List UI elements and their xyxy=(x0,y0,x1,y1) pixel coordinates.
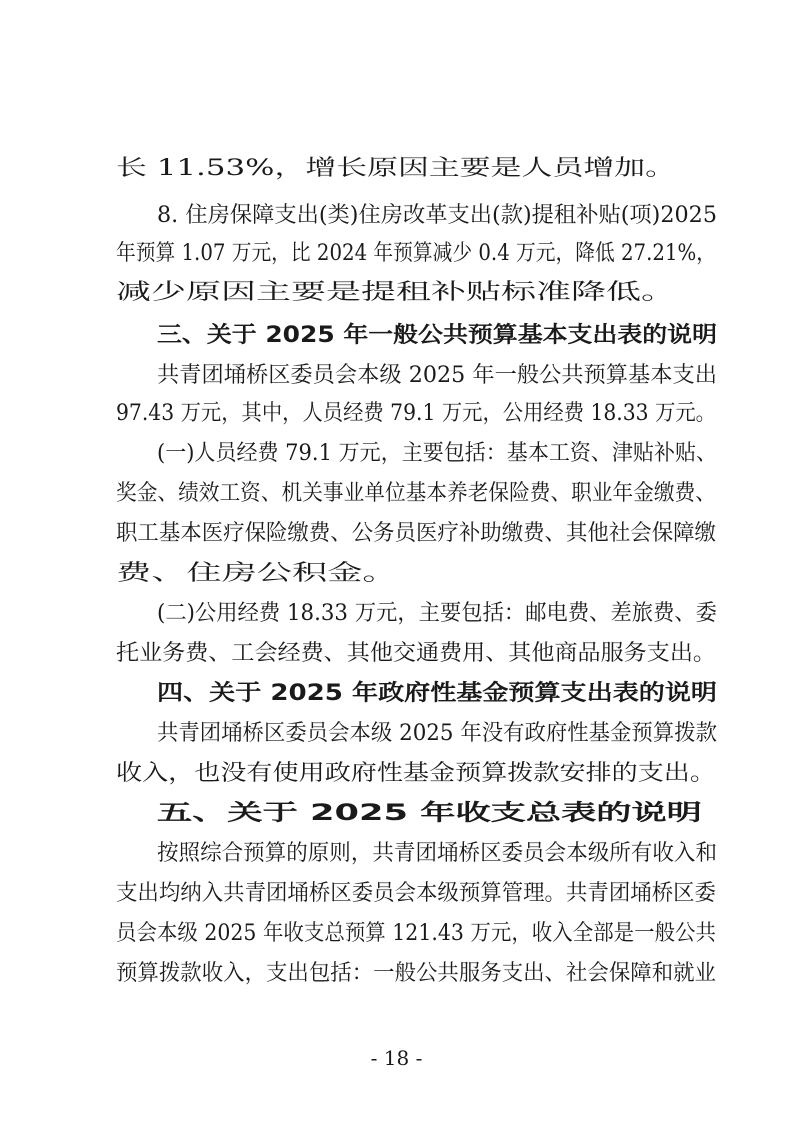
section-heading: 四、关于 2025 年政府性基金预算支出表的说明 xyxy=(157,681,717,706)
body-line: (一)人员经费 79.1 万元，主要包括：基本工资、津贴补贴、 xyxy=(157,441,717,466)
body-line: 预算拨款收入，支出包括：一般公共服务支出、社会保障和就业 xyxy=(116,961,716,986)
body-line: 支出均纳入共青团埇桥区委员会本级预算管理。共青团埇桥区委 xyxy=(116,881,716,906)
section-heading: 五、关于 2025 年收支总表的说明 xyxy=(157,801,702,826)
body-line: 年预算 1.07 万元，比 2024 年预算减少 0.4 万元，降低 27.21%， xyxy=(116,241,716,266)
body-line: 97.43 万元，其中，人员经费 79.1 万元，公用经费 18.33 万元。 xyxy=(116,401,716,426)
body-line: 员会本级 2025 年收支总预算 121.43 万元，收入全部是一般公共 xyxy=(116,921,716,946)
section-heading: 三、关于 2025 年一般公共预算基本支出表的说明 xyxy=(157,323,717,348)
body-line: 奖金、绩效工资、机关事业单位基本养老保险费、职业年金缴费、 xyxy=(116,481,716,506)
body-line: 长 11.53%，增长原因主要是人员增加。 xyxy=(116,156,676,181)
body-line: 按照综合预算的原则，共青团埇桥区委员会本级所有收入和 xyxy=(157,841,717,866)
body-line: 收入，也没有使用政府性基金预算拨款安排的支出。 xyxy=(116,761,716,786)
body-line: 托业务费、工会经费、其他交通费用、其他商品服务支出。 xyxy=(116,641,716,666)
body-line: 共青团埇桥区委员会本级 2025 年没有政府性基金预算拨款 xyxy=(157,721,717,746)
body-line: 职工基本医疗保险缴费、公务员医疗补助缴费、其他社会保障缴 xyxy=(116,521,716,546)
body-line: 共青团埇桥区委员会本级 2025 年一般公共预算基本支出 xyxy=(157,363,718,388)
body-line: 费、住房公积金。 xyxy=(116,561,398,586)
body-line: 减少原因主要是提租补贴标准降低。 xyxy=(116,280,676,305)
body-line: 8. 住房保障支出(类)住房改革支出(款)提租补贴(项)2025 xyxy=(157,203,717,228)
page-number: - 18 - xyxy=(370,1046,423,1070)
body-line: (二)公用经费 18.33 万元，主要包括：邮电费、差旅费、委 xyxy=(157,601,717,626)
